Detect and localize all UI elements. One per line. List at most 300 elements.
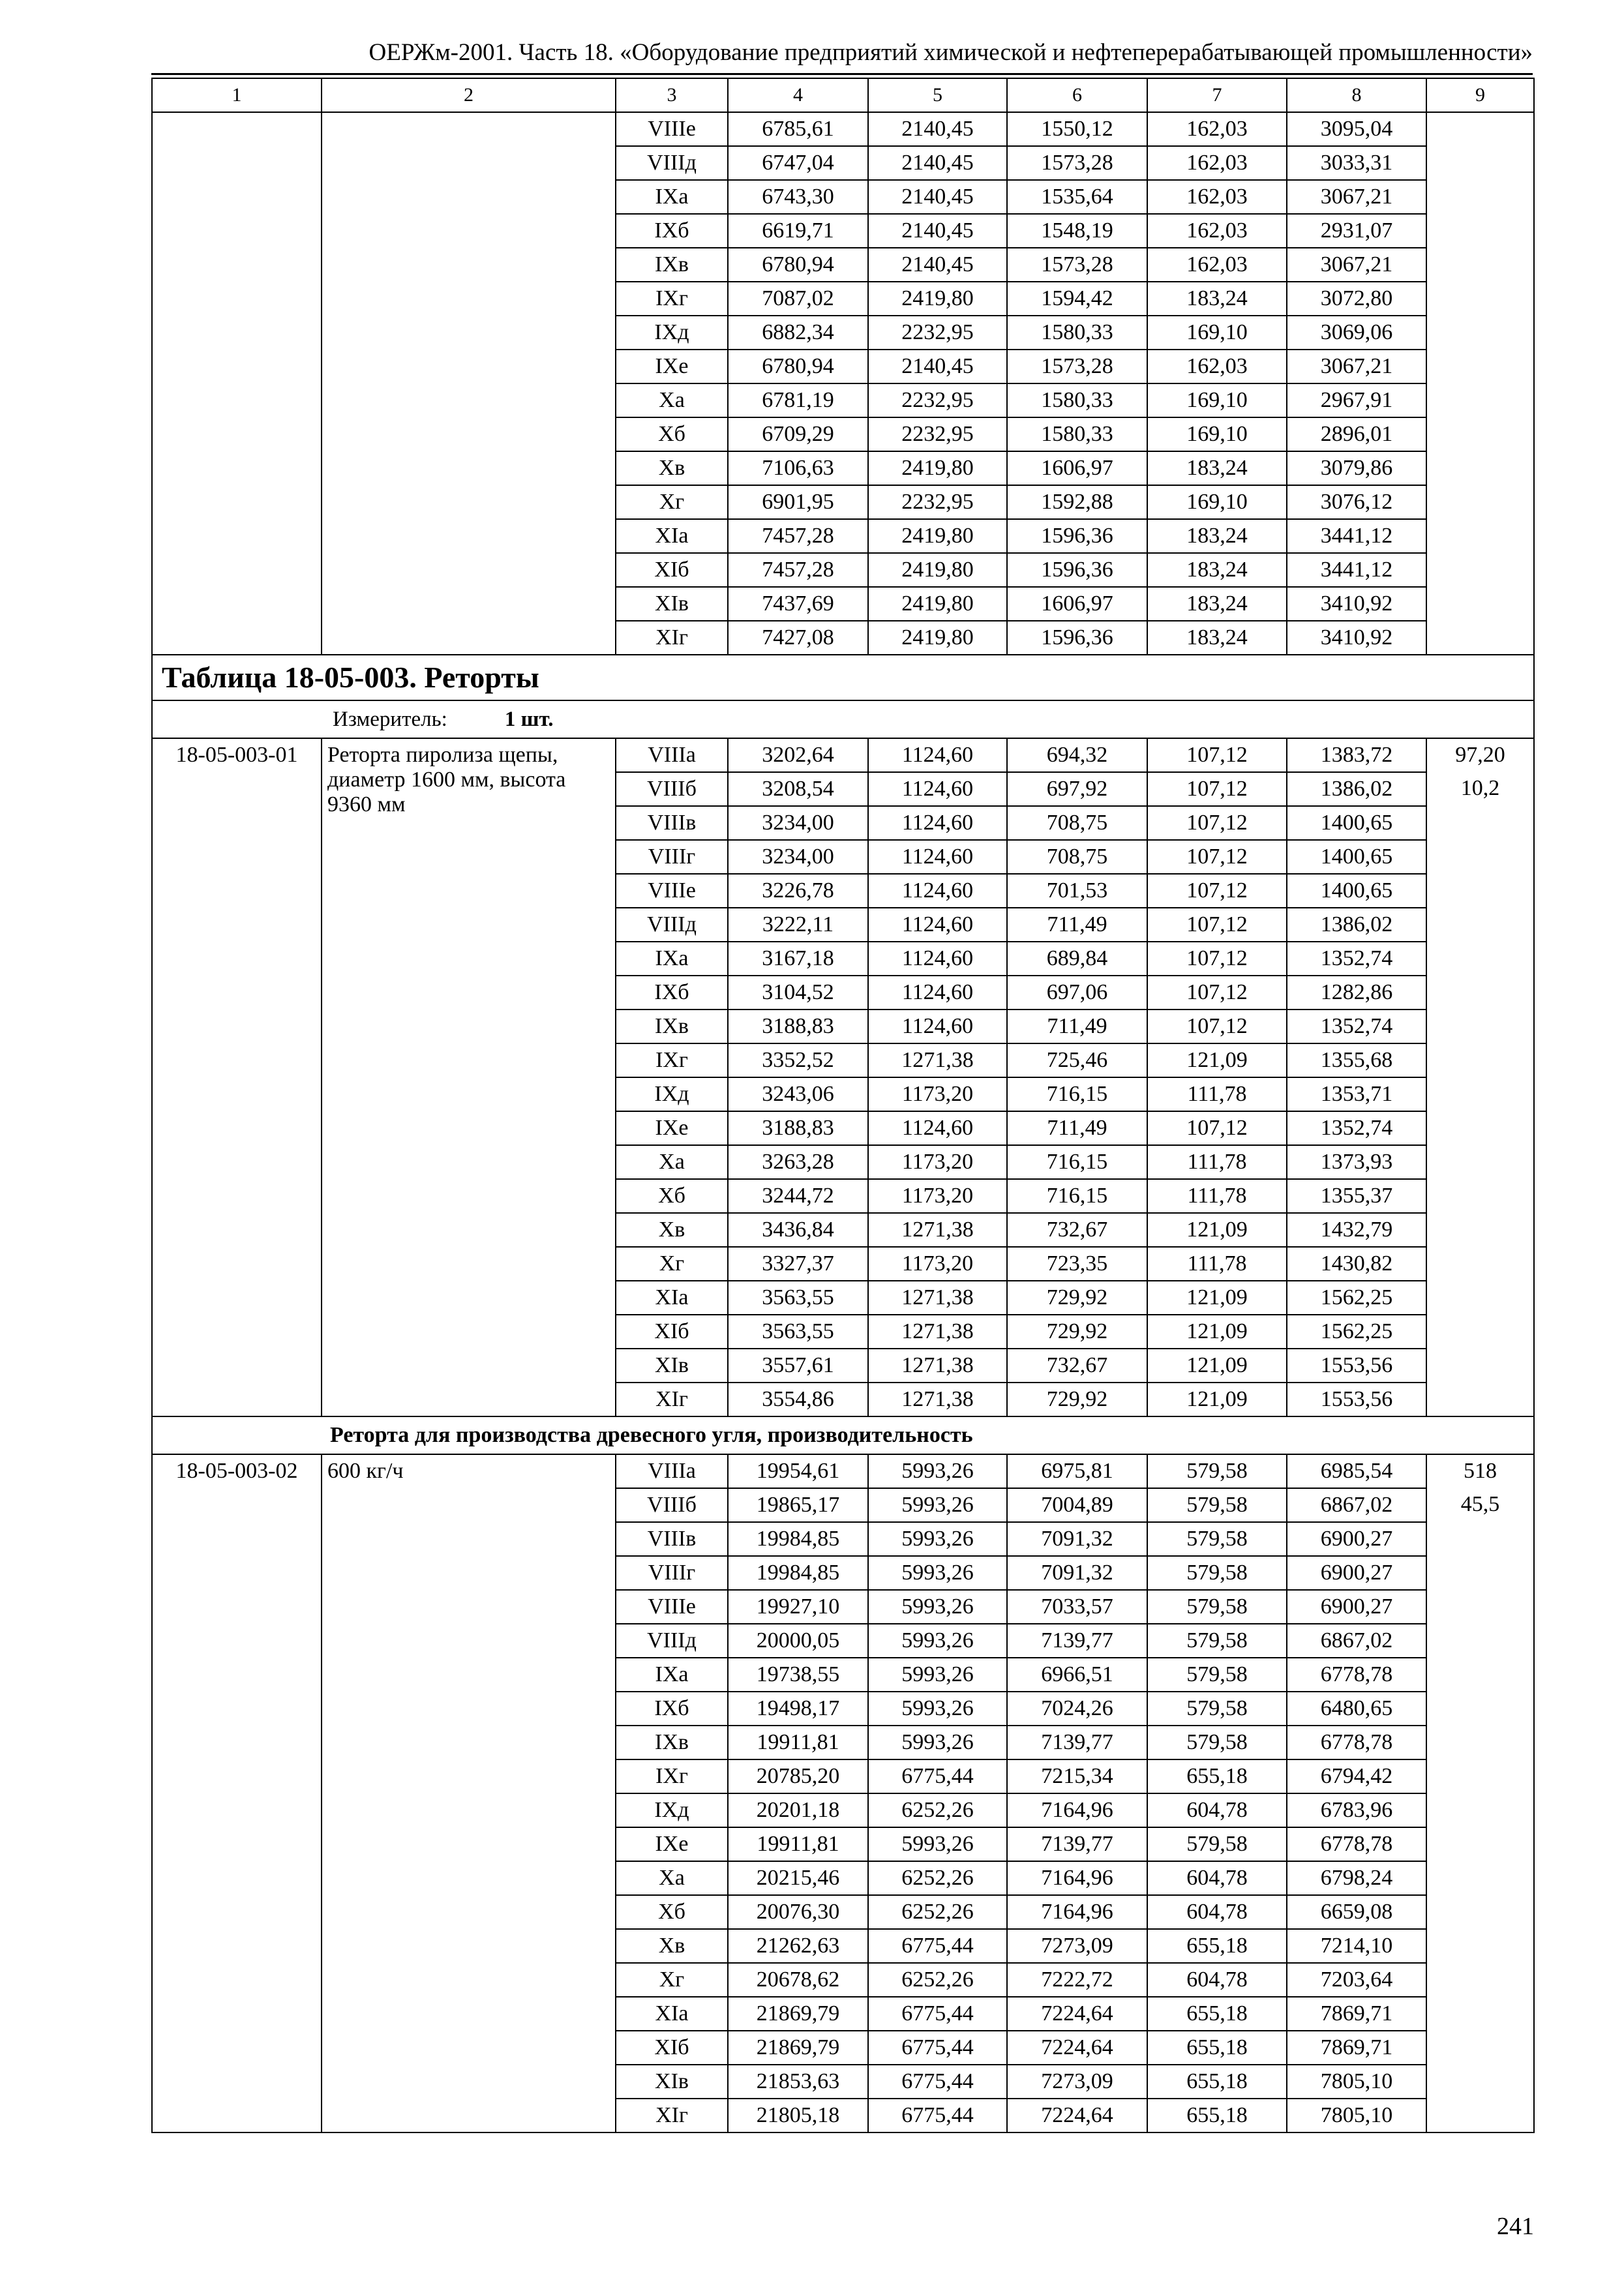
value-cell: 697,06 (1007, 976, 1147, 1010)
extra-cell (1426, 146, 1534, 180)
region-cell: IXб (616, 214, 728, 248)
col9-value: 97,20 (1426, 738, 1534, 772)
value-cell: 6778,78 (1287, 1726, 1426, 1759)
value-cell: 162,03 (1147, 180, 1287, 214)
value-cell: 7139,77 (1007, 1827, 1147, 1861)
value-cell: 6775,44 (868, 1759, 1007, 1793)
value-cell: 1124,60 (868, 840, 1007, 874)
value-cell: 725,46 (1007, 1043, 1147, 1077)
value-cell: 729,92 (1007, 1281, 1147, 1315)
value-cell: 1606,97 (1007, 587, 1147, 621)
value-cell: 1271,38 (868, 1213, 1007, 1247)
region-cell: XIв (616, 1349, 728, 1383)
value-cell: 3067,21 (1287, 248, 1426, 282)
value-cell: 1352,74 (1287, 942, 1426, 976)
meter-cell (152, 700, 1534, 738)
col9-empty (1426, 2031, 1534, 2065)
column-number: 5 (868, 78, 1007, 112)
value-cell: 19911,81 (728, 1726, 868, 1759)
value-cell: 3188,83 (728, 1010, 868, 1043)
value-cell: 1550,12 (1007, 112, 1147, 146)
region-cell: XIг (616, 1383, 728, 1416)
value-cell: 7164,96 (1007, 1793, 1147, 1827)
value-cell: 579,58 (1147, 1624, 1287, 1658)
value-cell: 1353,71 (1287, 1077, 1426, 1111)
col9-empty (1426, 1997, 1534, 2031)
value-cell: 6783,96 (1287, 1793, 1426, 1827)
value-cell: 121,09 (1147, 1383, 1287, 1416)
value-cell: 1124,60 (868, 908, 1007, 942)
value-cell: 107,12 (1147, 806, 1287, 840)
value-cell: 3410,92 (1287, 621, 1426, 655)
value-cell: 111,78 (1147, 1179, 1287, 1213)
region-cell: VIIIа (616, 1454, 728, 1488)
value-cell: 1271,38 (868, 1315, 1007, 1349)
region-cell: VIIIд (616, 146, 728, 180)
region-cell: XIг (616, 621, 728, 655)
table-row (152, 350, 1534, 383)
value-cell: 3563,55 (728, 1281, 868, 1315)
value-cell: 3202,64 (728, 738, 868, 772)
value-cell: 3243,06 (728, 1077, 868, 1111)
value-cell: 1124,60 (868, 976, 1007, 1010)
description-cell (322, 350, 616, 383)
value-cell: 6794,42 (1287, 1759, 1426, 1793)
region-cell: IXв (616, 1010, 728, 1043)
value-cell: 162,03 (1147, 146, 1287, 180)
meter-row (152, 700, 1534, 738)
value-cell: 183,24 (1147, 451, 1287, 485)
value-cell: 6780,94 (728, 350, 868, 383)
value-cell: 655,18 (1147, 2031, 1287, 2065)
value-cell: 655,18 (1147, 1997, 1287, 2031)
value-cell: 3067,21 (1287, 180, 1426, 214)
region-cell: IXв (616, 248, 728, 282)
value-cell: 1173,20 (868, 1145, 1007, 1179)
value-cell: 604,78 (1147, 1793, 1287, 1827)
value-cell: 7091,32 (1007, 1556, 1147, 1590)
value-cell: 1432,79 (1287, 1213, 1426, 1247)
page-header: ОЕРЖм-2001. Часть 18. «Оборудование предприятий химической и нефтеперерабатывающей промышленности» (151, 33, 1533, 75)
value-cell: 3352,52 (728, 1043, 868, 1077)
value-cell: 107,12 (1147, 976, 1287, 1010)
value-cell: 1562,25 (1287, 1281, 1426, 1315)
value-cell: 6778,78 (1287, 1827, 1426, 1861)
region-cell: XIб (616, 553, 728, 587)
value-cell: 19954,61 (728, 1454, 868, 1488)
value-cell: 1430,82 (1287, 1247, 1426, 1281)
value-cell: 3079,86 (1287, 451, 1426, 485)
column-number: 6 (1007, 78, 1147, 112)
region-cell: XIб (616, 1315, 728, 1349)
value-cell: 7805,10 (1287, 2065, 1426, 2099)
value-cell: 1580,33 (1007, 316, 1147, 350)
value-cell: 111,78 (1147, 1247, 1287, 1281)
table-row (152, 180, 1534, 214)
value-cell: 697,92 (1007, 772, 1147, 806)
col9-empty (1426, 806, 1534, 840)
value-cell: 6900,27 (1287, 1522, 1426, 1556)
value-cell: 111,78 (1147, 1077, 1287, 1111)
col9-empty (1426, 976, 1534, 1010)
value-cell: 716,15 (1007, 1077, 1147, 1111)
value-cell: 7106,63 (728, 451, 868, 485)
value-cell: 1573,28 (1007, 146, 1147, 180)
value-cell: 1596,36 (1007, 621, 1147, 655)
table-row (152, 519, 1534, 553)
region-cell: IXг (616, 1759, 728, 1793)
description-cell (322, 146, 616, 180)
value-cell: 708,75 (1007, 806, 1147, 840)
region-cell: IXа (616, 180, 728, 214)
value-cell: 6743,30 (728, 180, 868, 214)
value-cell: 1596,36 (1007, 553, 1147, 587)
value-cell: 1573,28 (1007, 248, 1147, 282)
value-cell: 5993,26 (868, 1658, 1007, 1692)
value-cell: 723,35 (1007, 1247, 1147, 1281)
value-cell: 169,10 (1147, 417, 1287, 451)
region-cell: Xб (616, 417, 728, 451)
extra-cell (1426, 621, 1534, 655)
value-cell: 579,58 (1147, 1556, 1287, 1590)
value-cell: 7224,64 (1007, 2099, 1147, 2132)
value-cell: 5993,26 (868, 1726, 1007, 1759)
value-cell: 1352,74 (1287, 1111, 1426, 1145)
value-cell: 579,58 (1147, 1454, 1287, 1488)
value-cell: 2232,95 (868, 316, 1007, 350)
value-cell: 3410,92 (1287, 587, 1426, 621)
extra-cell (1426, 417, 1534, 451)
column-number: 9 (1426, 78, 1534, 112)
value-cell: 20076,30 (728, 1895, 868, 1929)
value-cell: 7139,77 (1007, 1624, 1147, 1658)
col9-empty (1426, 1315, 1534, 1349)
value-cell: 3234,00 (728, 840, 868, 874)
col9-empty (1426, 1247, 1534, 1281)
description-cell (322, 485, 616, 519)
value-cell: 6775,44 (868, 2031, 1007, 2065)
value-cell: 183,24 (1147, 519, 1287, 553)
value-cell: 6252,26 (868, 1861, 1007, 1895)
value-cell: 19865,17 (728, 1488, 868, 1522)
value-cell: 183,24 (1147, 553, 1287, 587)
value-cell: 2140,45 (868, 180, 1007, 214)
value-cell: 3263,28 (728, 1145, 868, 1179)
region-cell: VIIIв (616, 1522, 728, 1556)
value-cell: 1271,38 (868, 1349, 1007, 1383)
value-cell: 7869,71 (1287, 1997, 1426, 2031)
value-cell: 3076,12 (1287, 485, 1426, 519)
col9-empty (1426, 874, 1534, 908)
value-cell: 107,12 (1147, 1010, 1287, 1043)
region-cell: Xв (616, 1213, 728, 1247)
region-cell: XIб (616, 2031, 728, 2065)
value-cell: 7087,02 (728, 282, 868, 316)
region-cell: XIа (616, 519, 728, 553)
value-cell: 6781,19 (728, 383, 868, 417)
item-code: 18-05-003-02 (152, 1454, 322, 2132)
value-cell: 1271,38 (868, 1281, 1007, 1315)
value-cell: 6747,04 (728, 146, 868, 180)
value-cell: 1373,93 (1287, 1145, 1426, 1179)
value-cell: 21262,63 (728, 1929, 868, 1963)
value-cell: 183,24 (1147, 587, 1287, 621)
value-cell: 7215,34 (1007, 1759, 1147, 1793)
value-cell: 169,10 (1147, 485, 1287, 519)
extra-cell (1426, 248, 1534, 282)
code-cell (152, 350, 322, 383)
value-cell: 2896,01 (1287, 417, 1426, 451)
col9-empty (1426, 2065, 1534, 2099)
value-cell: 716,15 (1007, 1179, 1147, 1213)
value-cell: 1553,56 (1287, 1349, 1426, 1383)
table-row (152, 485, 1534, 519)
group-title-row (152, 1416, 1534, 1454)
value-cell: 1400,65 (1287, 806, 1426, 840)
extra-cell (1426, 350, 1534, 383)
col9-empty (1426, 908, 1534, 942)
value-cell: 6775,44 (868, 2099, 1007, 2132)
value-cell: 107,12 (1147, 772, 1287, 806)
value-cell: 6900,27 (1287, 1556, 1426, 1590)
value-cell: 716,15 (1007, 1145, 1147, 1179)
extra-cell (1426, 383, 1534, 417)
value-cell: 579,58 (1147, 1590, 1287, 1624)
region-cell: Xг (616, 1247, 728, 1281)
value-cell: 19738,55 (728, 1658, 868, 1692)
value-cell: 579,58 (1147, 1658, 1287, 1692)
value-cell: 604,78 (1147, 1963, 1287, 1997)
region-cell: IXа (616, 942, 728, 976)
value-cell: 655,18 (1147, 2099, 1287, 2132)
item-code: 18-05-003-01 (152, 738, 322, 1416)
region-cell: IXв (616, 1726, 728, 1759)
value-cell: 2419,80 (868, 282, 1007, 316)
region-cell: Xа (616, 383, 728, 417)
region-cell: VIIIд (616, 1624, 728, 1658)
value-cell: 1594,42 (1007, 282, 1147, 316)
value-cell: 2967,91 (1287, 383, 1426, 417)
extra-cell (1426, 180, 1534, 214)
region-cell: Xа (616, 1145, 728, 1179)
value-cell: 6901,95 (728, 485, 868, 519)
value-cell: 121,09 (1147, 1213, 1287, 1247)
value-cell: 121,09 (1147, 1043, 1287, 1077)
value-cell: 6966,51 (1007, 1658, 1147, 1692)
description-cell (322, 451, 616, 485)
code-cell (152, 112, 322, 146)
value-cell: 711,49 (1007, 1010, 1147, 1043)
value-cell: 655,18 (1147, 1929, 1287, 1963)
description-cell (322, 417, 616, 451)
value-cell: 2419,80 (868, 519, 1007, 553)
code-cell (152, 214, 322, 248)
col9-empty (1426, 1043, 1534, 1077)
col9-empty (1426, 1827, 1534, 1861)
region-cell: VIIIг (616, 840, 728, 874)
col9-value: 518 (1426, 1454, 1534, 1488)
value-cell: 1173,20 (868, 1077, 1007, 1111)
value-cell: 5993,26 (868, 1488, 1007, 1522)
description-cell (322, 112, 616, 146)
table-row (152, 248, 1534, 282)
region-cell: XIа (616, 1997, 728, 2031)
value-cell: 2232,95 (868, 383, 1007, 417)
value-cell: 1386,02 (1287, 908, 1426, 942)
value-cell: 7437,69 (728, 587, 868, 621)
value-cell: 1124,60 (868, 874, 1007, 908)
value-cell: 107,12 (1147, 1111, 1287, 1145)
region-cell: VIIIе (616, 874, 728, 908)
col9-empty (1426, 1281, 1534, 1315)
extra-cell (1426, 316, 1534, 350)
col9-empty (1426, 840, 1534, 874)
region-cell: VIIIа (616, 738, 728, 772)
value-cell: 1535,64 (1007, 180, 1147, 214)
value-cell: 162,03 (1147, 214, 1287, 248)
description-cell (322, 180, 616, 214)
value-cell: 6780,94 (728, 248, 868, 282)
value-cell: 6798,24 (1287, 1861, 1426, 1895)
value-cell: 2140,45 (868, 146, 1007, 180)
value-cell: 5993,26 (868, 1556, 1007, 1590)
table-row (152, 214, 1534, 248)
value-cell: 2419,80 (868, 451, 1007, 485)
region-cell: Xа (616, 1861, 728, 1895)
value-cell: 19927,10 (728, 1590, 868, 1624)
value-cell: 162,03 (1147, 248, 1287, 282)
value-cell: 732,67 (1007, 1213, 1147, 1247)
value-cell: 6975,81 (1007, 1454, 1147, 1488)
code-cell (152, 417, 322, 451)
value-cell: 579,58 (1147, 1522, 1287, 1556)
value-cell: 3188,83 (728, 1111, 868, 1145)
value-cell: 2232,95 (868, 485, 1007, 519)
value-cell: 7024,26 (1007, 1692, 1147, 1726)
value-cell: 2419,80 (868, 553, 1007, 587)
code-cell (152, 316, 322, 350)
value-cell: 121,09 (1147, 1281, 1287, 1315)
value-cell: 3208,54 (728, 772, 868, 806)
col9-empty (1426, 1658, 1534, 1692)
column-number: 7 (1147, 78, 1287, 112)
value-cell: 162,03 (1147, 350, 1287, 383)
table-row (152, 553, 1534, 587)
value-cell: 5993,26 (868, 1827, 1007, 1861)
value-cell: 1271,38 (868, 1383, 1007, 1416)
value-cell: 2140,45 (868, 214, 1007, 248)
value-cell: 7033,57 (1007, 1590, 1147, 1624)
value-cell: 3554,86 (728, 1383, 868, 1416)
table-row (152, 112, 1534, 146)
extra-cell (1426, 587, 1534, 621)
value-cell: 1573,28 (1007, 350, 1147, 383)
table-title: Таблица 18-05-003. Реторты (152, 655, 1534, 700)
value-cell: 3167,18 (728, 942, 868, 976)
value-cell: 3072,80 (1287, 282, 1426, 316)
col9-empty (1426, 1963, 1534, 1997)
region-cell: IXг (616, 1043, 728, 1077)
value-cell: 1580,33 (1007, 383, 1147, 417)
value-cell: 107,12 (1147, 840, 1287, 874)
value-cell: 21805,18 (728, 2099, 868, 2132)
region-cell: XIа (616, 1281, 728, 1315)
table-row (152, 146, 1534, 180)
value-cell: 1352,74 (1287, 1010, 1426, 1043)
value-cell: 1124,60 (868, 1111, 1007, 1145)
value-cell: 1562,25 (1287, 1315, 1426, 1349)
value-cell: 655,18 (1147, 2065, 1287, 2099)
value-cell: 7427,08 (728, 621, 868, 655)
value-cell: 2931,07 (1287, 214, 1426, 248)
description-cell (322, 621, 616, 655)
value-cell: 1124,60 (868, 1010, 1007, 1043)
description-cell (322, 519, 616, 553)
value-cell: 689,84 (1007, 942, 1147, 976)
value-cell: 107,12 (1147, 908, 1287, 942)
table-row (152, 621, 1534, 655)
value-cell: 6775,44 (868, 1997, 1007, 2031)
col9-empty (1426, 1383, 1534, 1416)
value-cell: 579,58 (1147, 1488, 1287, 1522)
value-cell: 7214,10 (1287, 1929, 1426, 1963)
col9-empty (1426, 1145, 1534, 1179)
value-cell: 6709,29 (728, 417, 868, 451)
value-cell: 183,24 (1147, 282, 1287, 316)
value-cell: 1173,20 (868, 1247, 1007, 1281)
region-cell: XIв (616, 2065, 728, 2099)
value-cell: 169,10 (1147, 316, 1287, 350)
value-cell: 19911,81 (728, 1827, 868, 1861)
region-cell: XIв (616, 587, 728, 621)
value-cell: 1592,88 (1007, 485, 1147, 519)
col9-empty (1426, 942, 1534, 976)
value-cell: 7224,64 (1007, 2031, 1147, 2065)
region-cell: IXе (616, 350, 728, 383)
price-table (151, 78, 1535, 2133)
extra-cell (1426, 519, 1534, 553)
region-cell: VIIIе (616, 1590, 728, 1624)
column-number: 8 (1287, 78, 1426, 112)
value-cell: 1606,97 (1007, 451, 1147, 485)
column-number: 4 (728, 78, 868, 112)
col9-empty (1426, 1726, 1534, 1759)
value-cell: 7222,72 (1007, 1963, 1147, 1997)
value-cell: 6778,78 (1287, 1658, 1426, 1692)
value-cell: 1596,36 (1007, 519, 1147, 553)
region-cell: IXг (616, 282, 728, 316)
col9-empty (1426, 1759, 1534, 1793)
col9-empty (1426, 1010, 1534, 1043)
value-cell: 21869,79 (728, 2031, 868, 2065)
extra-cell (1426, 214, 1534, 248)
extra-cell (1426, 282, 1534, 316)
region-cell: IXе (616, 1111, 728, 1145)
value-cell: 729,92 (1007, 1315, 1147, 1349)
value-cell: 1271,38 (868, 1043, 1007, 1077)
value-cell: 701,53 (1007, 874, 1147, 908)
value-cell: 1383,72 (1287, 738, 1426, 772)
value-cell: 6785,61 (728, 112, 868, 146)
description-cell (322, 248, 616, 282)
value-cell: 2140,45 (868, 112, 1007, 146)
region-cell: Xв (616, 451, 728, 485)
value-cell: 1173,20 (868, 1179, 1007, 1213)
value-cell: 6775,44 (868, 1929, 1007, 1963)
region-cell: Xб (616, 1179, 728, 1213)
value-cell: 20215,46 (728, 1861, 868, 1895)
value-cell: 1580,33 (1007, 417, 1147, 451)
